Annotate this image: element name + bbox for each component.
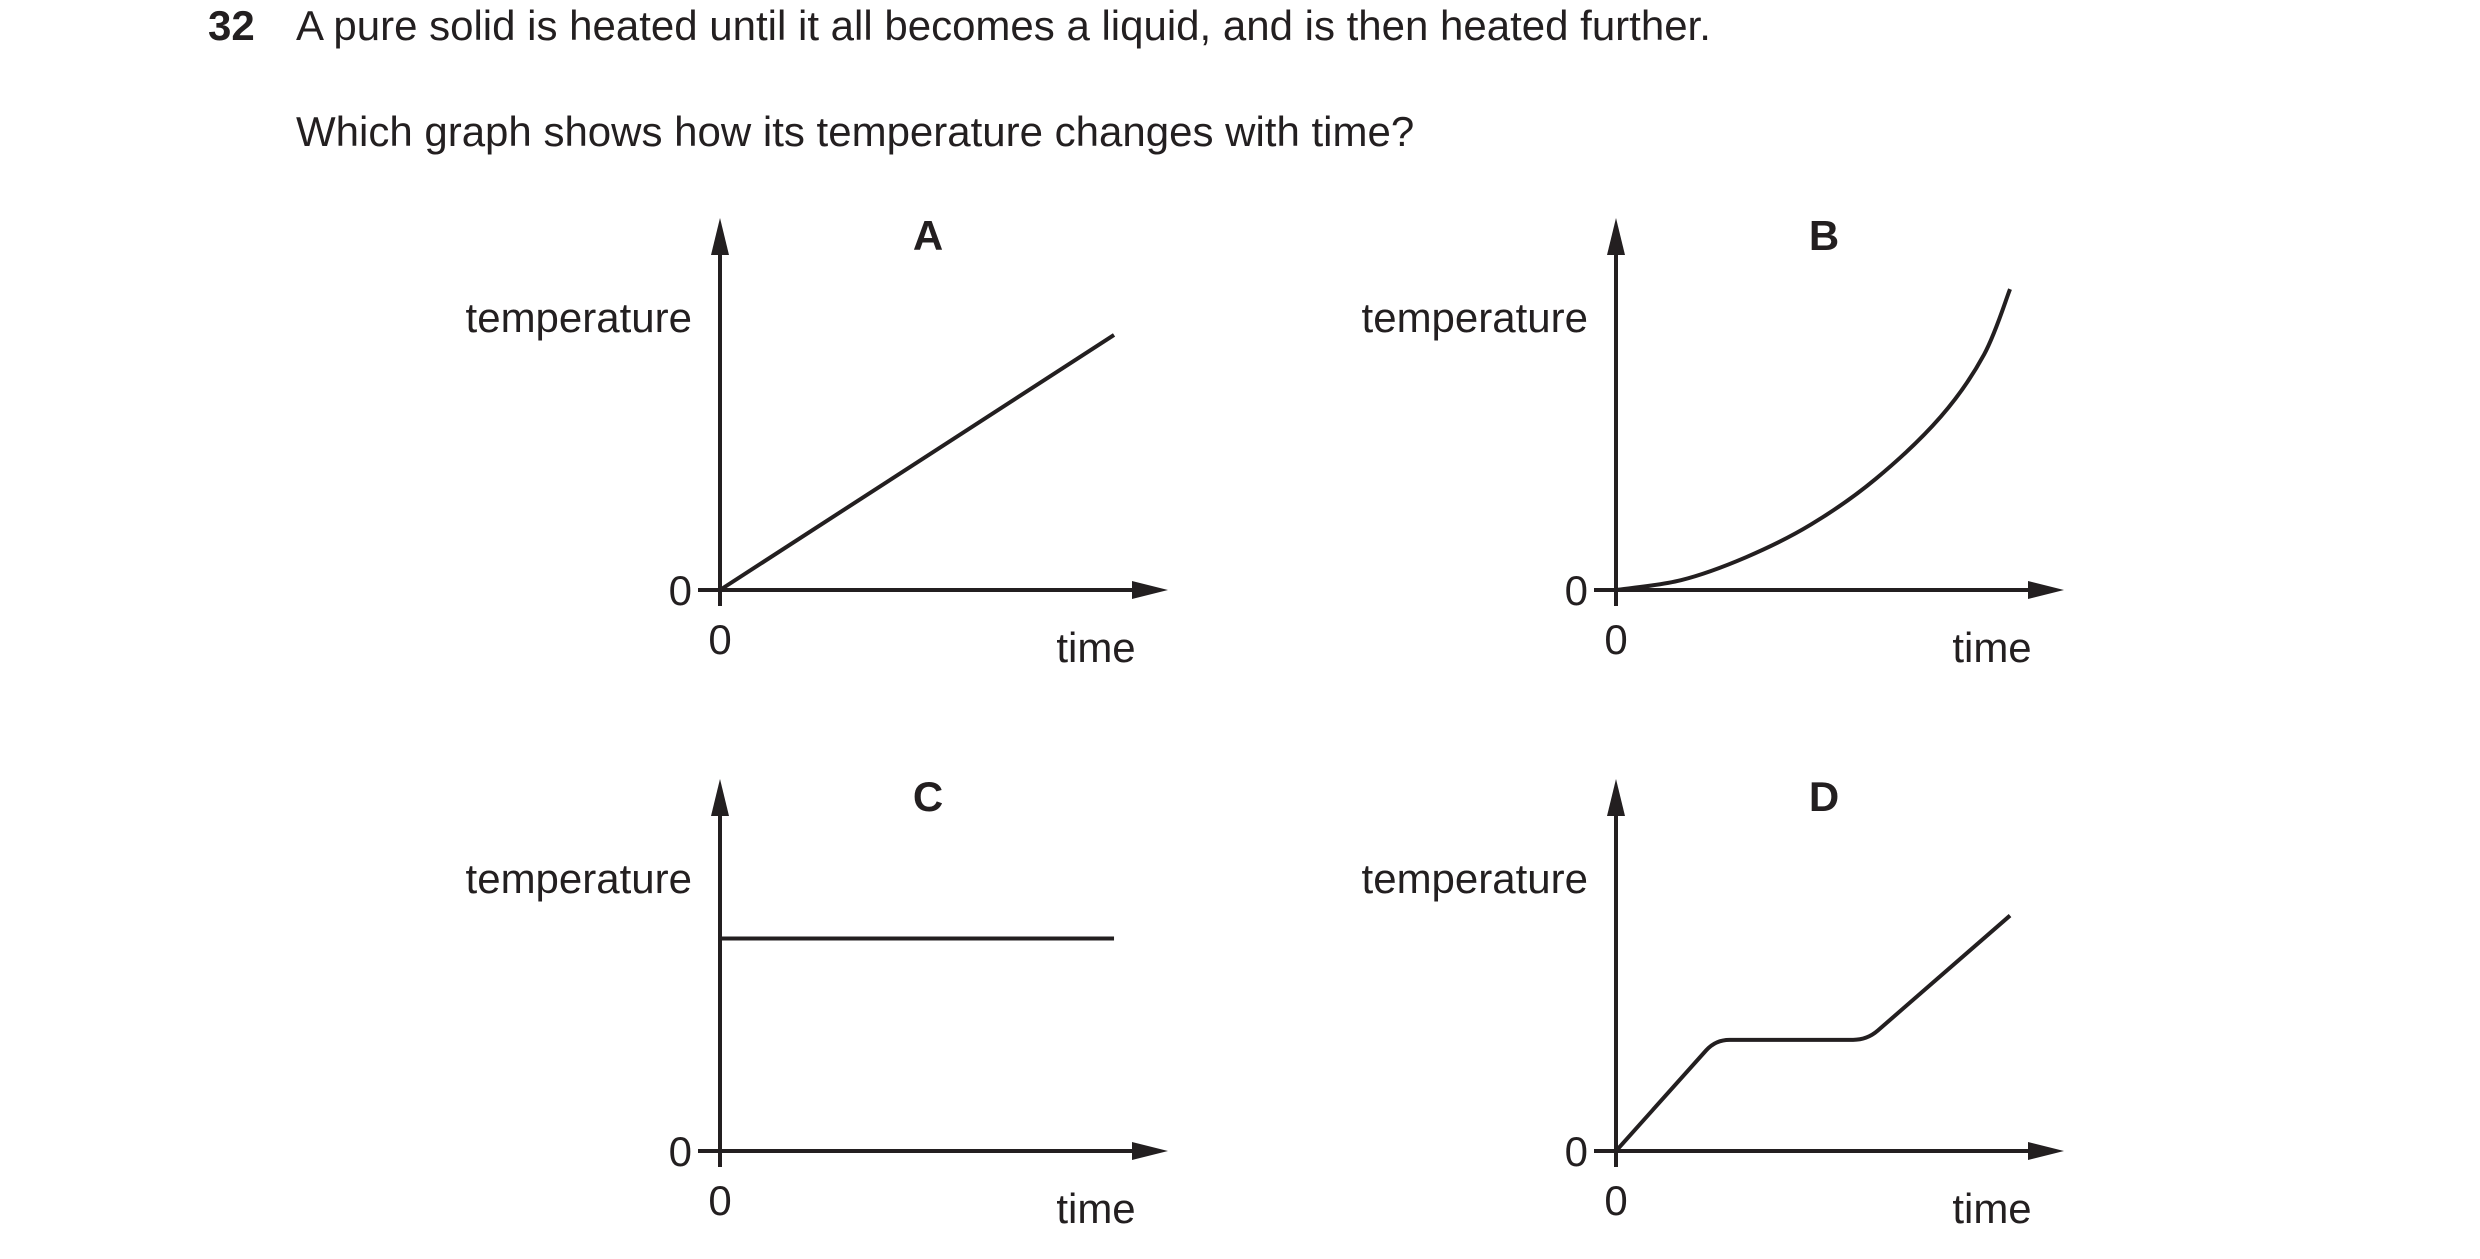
series-line-b xyxy=(1616,289,2010,590)
graph-a xyxy=(466,212,1168,671)
graph-b xyxy=(1362,212,2064,671)
x-axis-label-c: time xyxy=(1056,1185,1136,1232)
graph-label-b: B xyxy=(1808,212,1840,259)
origin-x-label-d: 0 xyxy=(1604,1177,1628,1224)
x-axis-label-b: time xyxy=(1952,624,2032,671)
graph-label-d: D xyxy=(1808,773,1840,820)
x-axis-arrow-a xyxy=(1132,581,1168,599)
x-axis-label-d: time xyxy=(1952,1185,2032,1232)
origin-y-label-a: 0 xyxy=(668,567,692,614)
y-axis-arrow-b xyxy=(1607,218,1625,255)
y-axis-label-c: temperature xyxy=(465,855,692,902)
y-axis-label-a: temperature xyxy=(465,294,692,341)
y-axis-arrow-a xyxy=(711,218,729,255)
graph-label-a: A xyxy=(912,212,944,259)
graph-d xyxy=(1362,773,2064,1232)
question-number: 32 xyxy=(208,2,255,49)
series-line-a xyxy=(720,335,1114,590)
graph-label-c: C xyxy=(912,773,944,820)
series-line-d xyxy=(1616,916,2010,1151)
question-prompt: Which graph shows how its temperature changes with time? xyxy=(296,108,1415,155)
y-axis-label-b: temperature xyxy=(1361,294,1588,341)
origin-x-label-c: 0 xyxy=(708,1177,732,1224)
y-axis-label-d: temperature xyxy=(1361,855,1588,902)
origin-y-label-d: 0 xyxy=(1564,1128,1588,1175)
x-axis-label-a: time xyxy=(1056,624,1136,671)
origin-y-label-b: 0 xyxy=(1564,567,1588,614)
origin-x-label-a: 0 xyxy=(708,616,732,663)
question-text: A pure solid is heated until it all becomes a liquid, and is then heated further. xyxy=(296,2,1711,49)
x-axis-arrow-b xyxy=(2028,581,2064,599)
x-axis-arrow-c xyxy=(1132,1142,1168,1160)
y-axis-arrow-c xyxy=(711,779,729,816)
x-axis-arrow-d xyxy=(2028,1142,2064,1160)
graph-c xyxy=(466,773,1168,1232)
origin-y-label-c: 0 xyxy=(668,1128,692,1175)
origin-x-label-b: 0 xyxy=(1604,616,1628,663)
y-axis-arrow-d xyxy=(1607,779,1625,816)
